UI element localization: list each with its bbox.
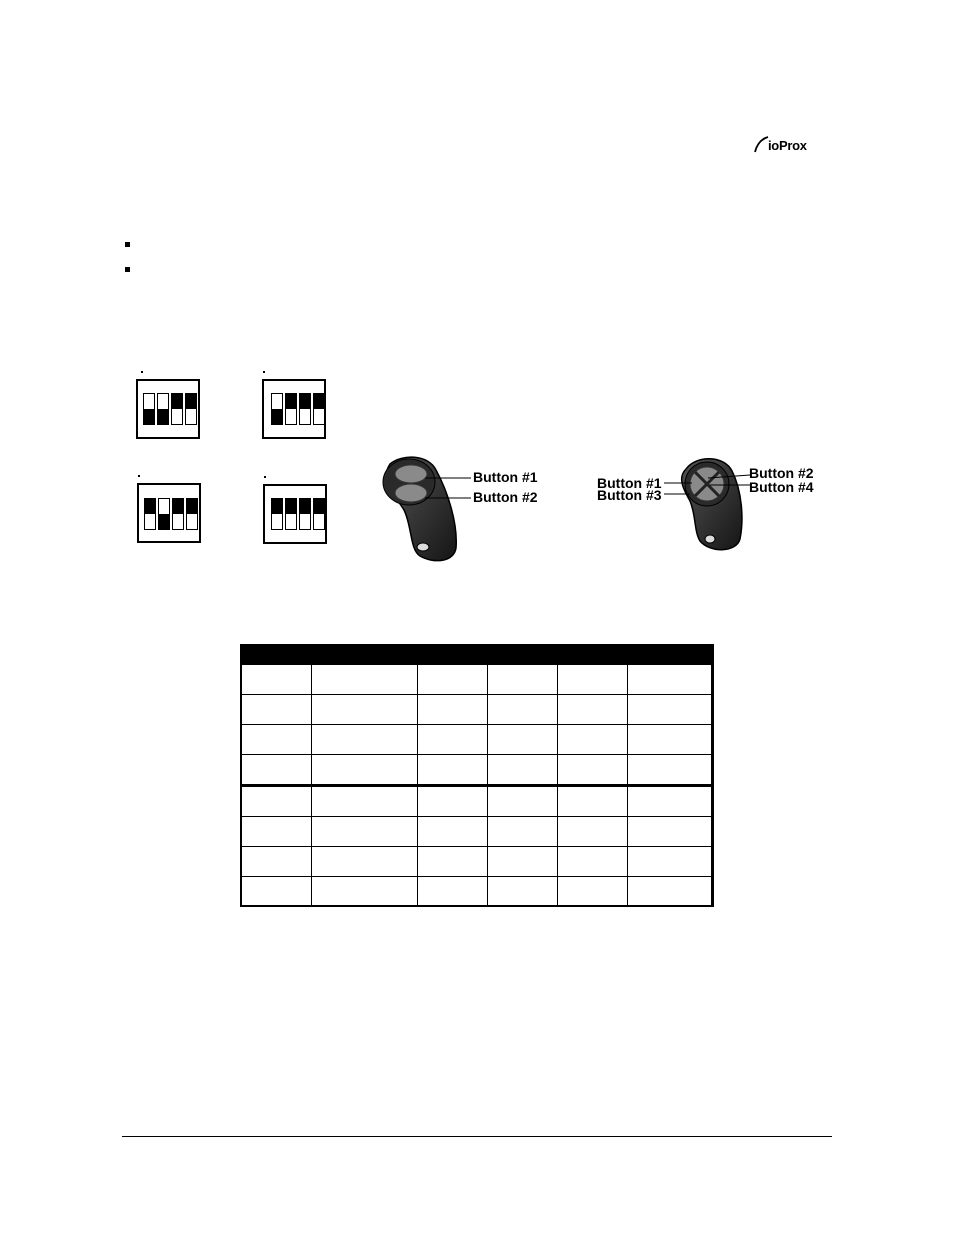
table-cell: [418, 877, 488, 907]
ioprox-logo: [752, 134, 822, 156]
table-cell: [488, 665, 558, 695]
dip-switch-box-4: [263, 484, 327, 544]
table-cell: [488, 695, 558, 725]
table-cell: [241, 877, 312, 907]
table-cell: [418, 755, 488, 786]
table-cell: [418, 786, 488, 817]
table-cell: [241, 817, 312, 847]
table-row: [241, 725, 714, 755]
table-cell: [488, 755, 558, 786]
dip-switch-4: [186, 498, 198, 530]
table-cell: [488, 847, 558, 877]
dip-switch-box-1: [136, 379, 200, 439]
table-row: [241, 877, 714, 907]
table-cell: [558, 665, 628, 695]
table-cell: [628, 817, 714, 847]
footer-rule: [122, 1136, 832, 1137]
dip-switch-box-2: [262, 379, 326, 439]
remote-button-2: [395, 484, 427, 502]
dip-switch-1: [271, 393, 283, 425]
table-cell: [558, 847, 628, 877]
dip-switch-2: [285, 393, 297, 425]
two-button-remote-image: [376, 452, 476, 564]
dip-switch-1: [144, 498, 156, 530]
dip-switch-4: [313, 393, 325, 425]
table-cell: [241, 755, 312, 786]
table-cell: [418, 847, 488, 877]
dip-switch-2: [158, 498, 170, 530]
remote4-label-button-3: Button #3: [597, 487, 662, 503]
table-cell: [312, 847, 418, 877]
table-cell: [558, 877, 628, 907]
callout-lines: [425, 474, 475, 504]
table-cell: [558, 786, 628, 817]
table-cell: [628, 755, 714, 786]
table-cell: [558, 755, 628, 786]
dip-switch-3: [299, 393, 311, 425]
table-cell: [241, 847, 312, 877]
dip-switch-table: [240, 644, 714, 907]
table-cell: [241, 786, 312, 817]
callout-lines: [664, 470, 752, 500]
remote2-label-button-2: Button #2: [473, 489, 538, 505]
table-header-cell: [241, 645, 558, 665]
table-cell: [488, 786, 558, 817]
bullet-marker: [125, 242, 130, 247]
table-cell: [312, 695, 418, 725]
dip-switch-4: [313, 498, 325, 530]
table-row: [241, 786, 714, 817]
table-cell: [418, 817, 488, 847]
table-row: [241, 847, 714, 877]
table-cell: [241, 695, 312, 725]
remote4-label-button-2: Button #2: [749, 465, 814, 481]
table-cell: [488, 725, 558, 755]
table-cell: [628, 695, 714, 725]
remote4-label-button-1: Button #1: [597, 475, 662, 491]
table-cell: [312, 725, 418, 755]
table-cell: [312, 817, 418, 847]
table-cell: [418, 665, 488, 695]
dip-switch-1: [143, 393, 155, 425]
table-cell: [628, 725, 714, 755]
dip-switch-2: [285, 498, 297, 530]
table-cell: [312, 665, 418, 695]
table-cell: [628, 786, 714, 817]
table-row: [241, 665, 714, 695]
table-cell: [488, 877, 558, 907]
remote-button-1: [395, 465, 427, 483]
dip-switch-3: [172, 498, 184, 530]
dip-switch-3: [299, 498, 311, 530]
table-cell: [628, 877, 714, 907]
table-cell: [418, 725, 488, 755]
dip-switch-2: [157, 393, 169, 425]
table-row: [241, 817, 714, 847]
table-cell: [418, 695, 488, 725]
table-header-row: [241, 645, 714, 665]
table-cell: [628, 665, 714, 695]
table-row: [241, 695, 714, 725]
dip-switch-3: [171, 393, 183, 425]
remote2-label-button-1: Button #1: [473, 469, 538, 485]
table-cell: [558, 725, 628, 755]
table-header-cell: [558, 645, 714, 665]
table-cell: [628, 847, 714, 877]
table-row: [241, 755, 714, 786]
dip-switch-1: [271, 498, 283, 530]
table-cell: [312, 877, 418, 907]
remote4-label-button-4: Button #4: [749, 479, 814, 495]
bullet-marker: [125, 267, 130, 272]
logo-text: ioProx: [768, 138, 807, 153]
table-cell: [312, 755, 418, 786]
table-cell: [488, 817, 558, 847]
table-cell: [241, 725, 312, 755]
table-cell: [558, 817, 628, 847]
dip-switch-4: [185, 393, 197, 425]
table-cell: [241, 665, 312, 695]
table-cell: [312, 786, 418, 817]
dip-switch-box-3: [137, 483, 201, 543]
table-cell: [558, 695, 628, 725]
table-body: [241, 665, 714, 907]
